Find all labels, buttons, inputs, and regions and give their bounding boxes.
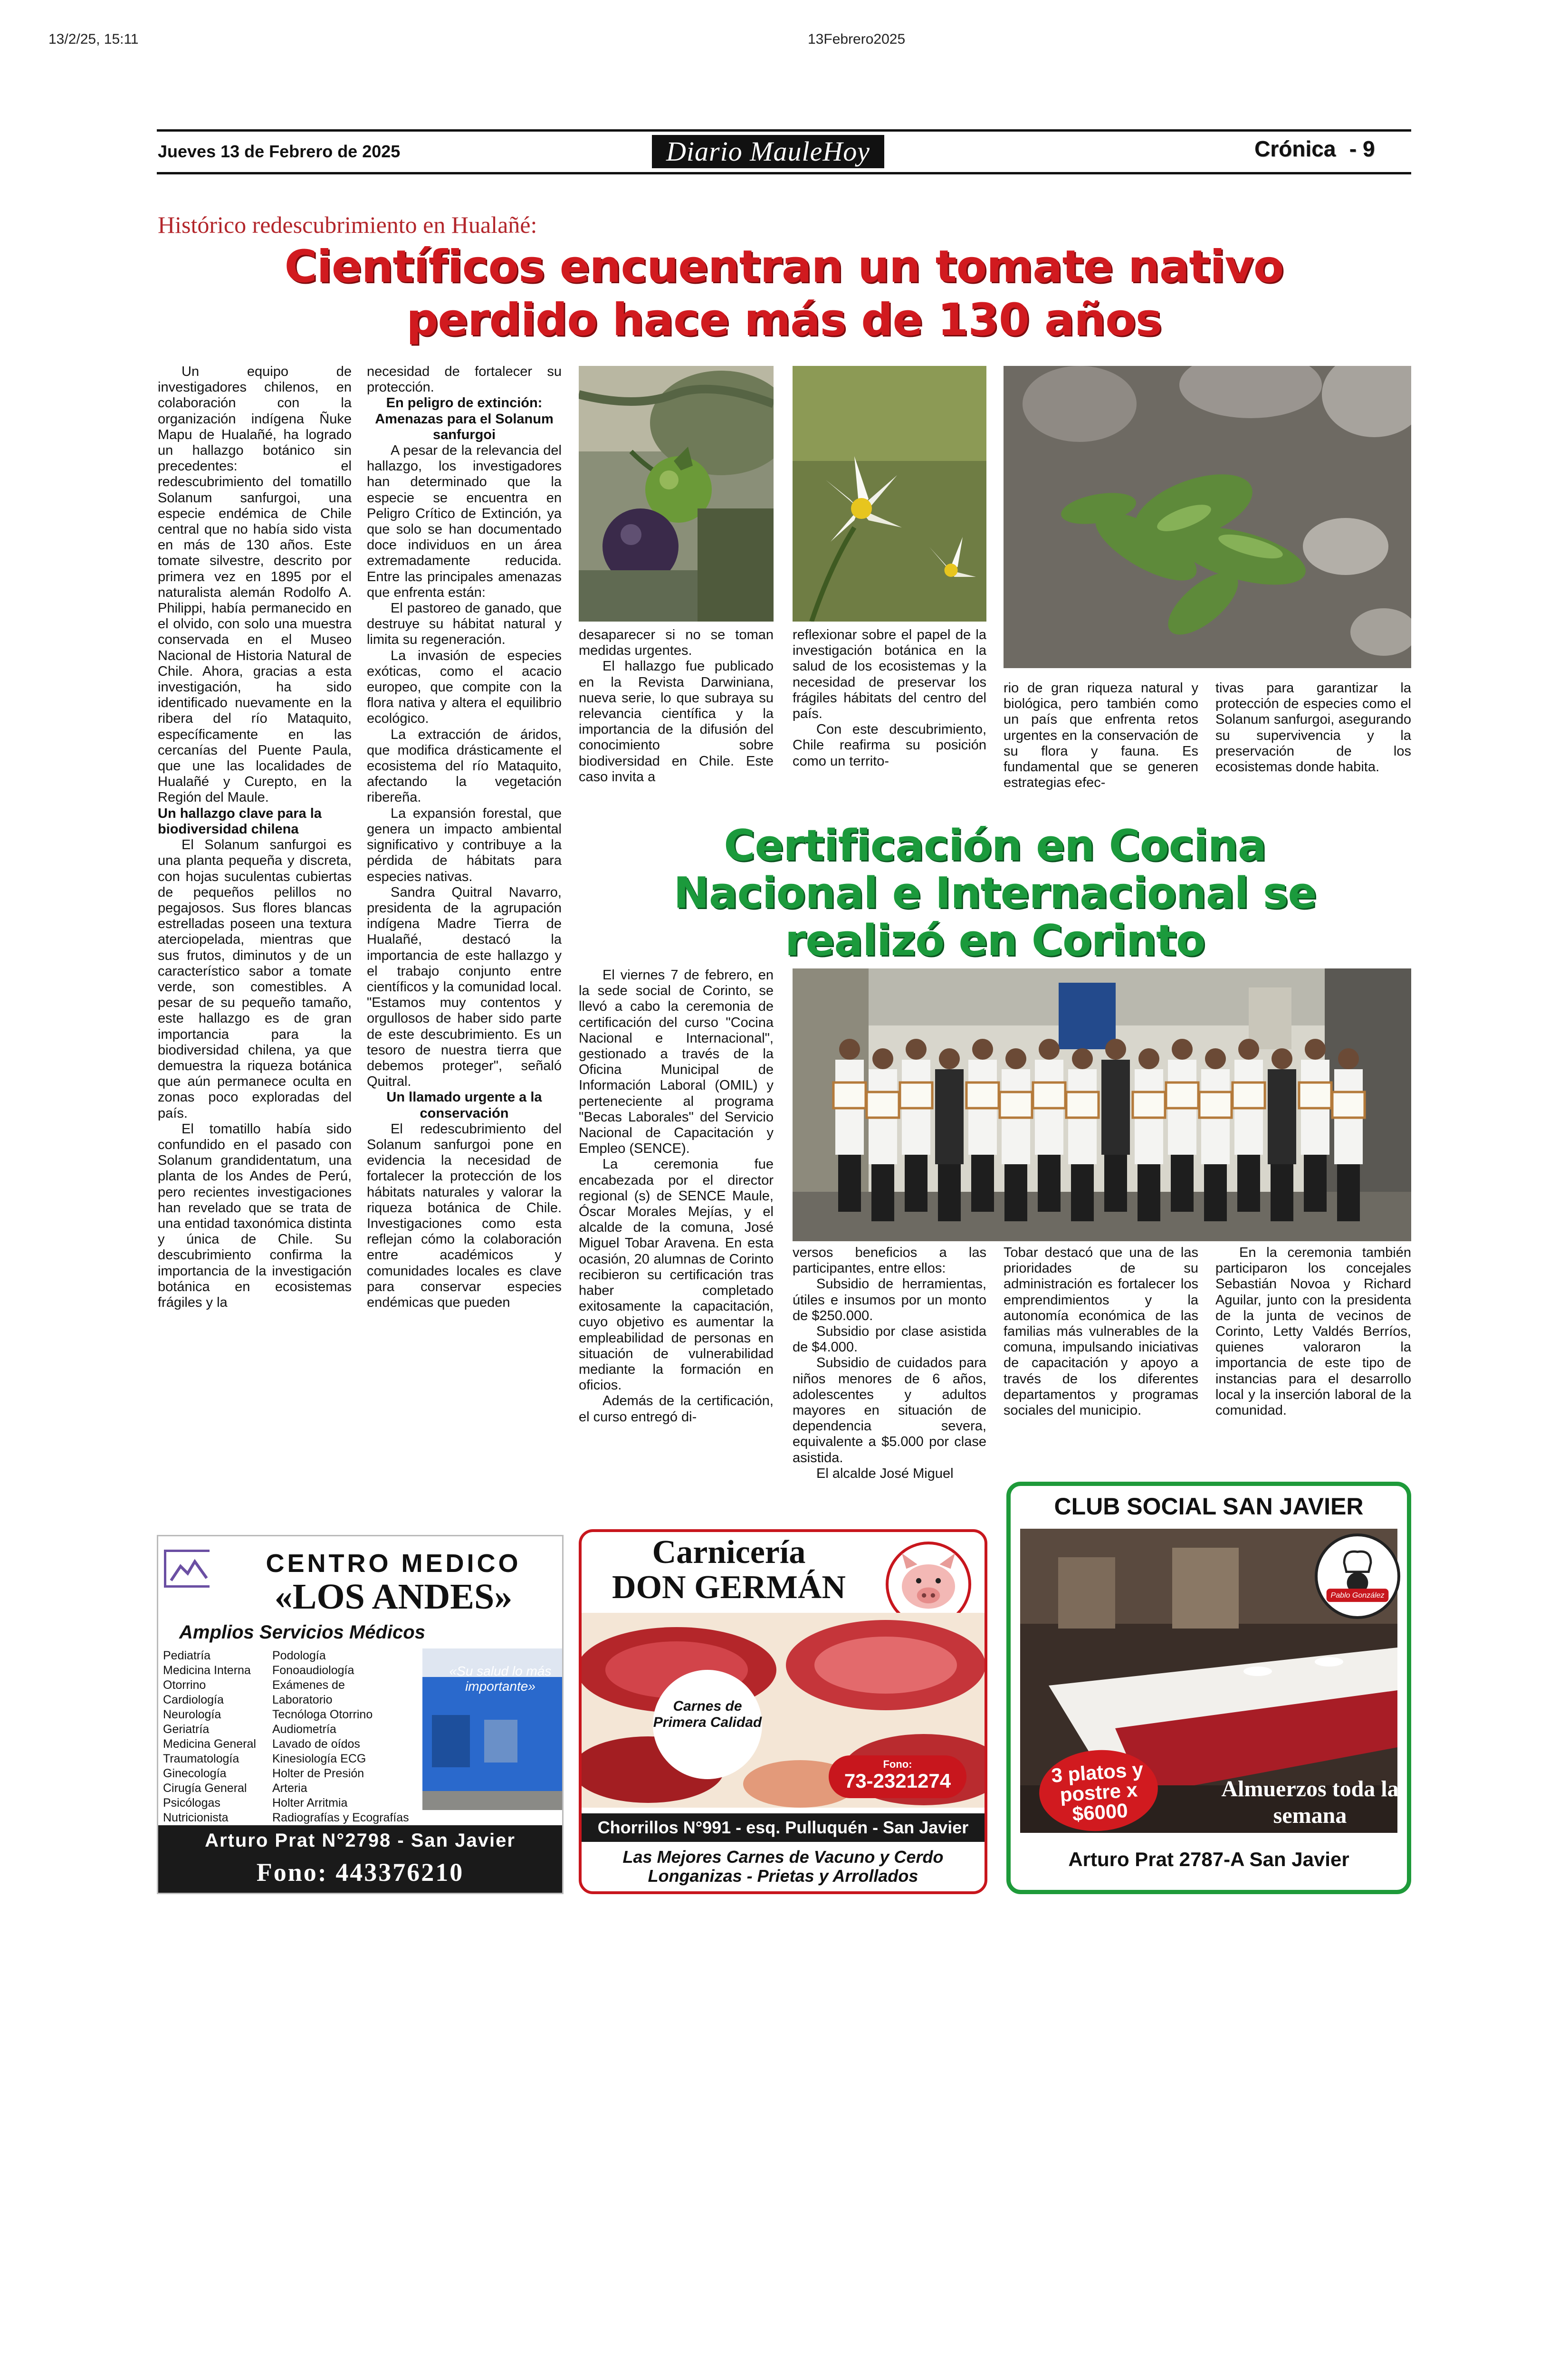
article1-headline <box>157 240 1411 347</box>
person-legs <box>1304 1155 1327 1212</box>
certificate <box>1133 1092 1165 1118</box>
article1-column-1 <box>158 364 352 1519</box>
article1-paragraph: rio de gran riqueza natural y biológica, pero también como un país que enfrenta retos urgentes en la conservación de su flora y fauna. Es fundamental que se generen estrategias efec- <box>1004 680 1198 791</box>
certificate <box>1332 1092 1365 1118</box>
service-item: Cirugía General <box>163 1782 247 1795</box>
article1-paragraph: El redescubrimiento del Solanum sanfurgoi pone en evidencia la necesidad de fortalecer la protección de los hábitats naturales y valorar la riqueza botánica de Chile. Investigaciones como esta reflejan cómo la colaboración entre académicos y comunidades locales es clave para conservar especies endémicas que pueden <box>367 1121 562 1310</box>
person-body <box>935 1069 964 1164</box>
person-head <box>1172 1039 1193 1060</box>
person-legs <box>1038 1155 1061 1212</box>
person-legs <box>1104 1155 1127 1212</box>
service-item: Audiometría <box>272 1723 336 1736</box>
centro-medico-logo-icon <box>164 1550 210 1588</box>
masthead-section: Crónica <box>1254 136 1336 161</box>
service-item: Cardiología <box>163 1693 224 1706</box>
service-item: Nutricionista <box>163 1811 229 1824</box>
carniceria-quality-badge: Carnes de Primera Calidad <box>653 1670 762 1779</box>
article2-headline-line2: Nacional e Internacional se <box>673 868 1317 918</box>
article2-column-2 <box>793 1245 986 1511</box>
certificate <box>1000 1092 1032 1118</box>
person-head <box>1039 1039 1060 1060</box>
certificate <box>1233 1083 1265 1108</box>
service-item: Ginecología <box>163 1767 227 1780</box>
centro-medico-title: CENTRO MEDICO <box>266 1549 521 1578</box>
article1-paragraph: La extracción de áridos, que modifica drásticamente el ecosistema del río Mataquito, afectando la vegetación ribereña. <box>367 727 562 805</box>
person-head <box>1205 1048 1226 1069</box>
service-item: Pediatría <box>163 1649 211 1662</box>
service-item: Traumatología <box>163 1752 239 1765</box>
service-item: Medicina General <box>163 1737 256 1751</box>
person-legs <box>905 1155 927 1212</box>
person-legs <box>1337 1164 1360 1221</box>
article1-paragraph: El pastoreo de ganado, que destruye su hábitat natural y limita su regeneración. <box>367 601 562 648</box>
article1-paragraph: El hallazgo fue publicado en la Revista Darwiniana, nueva serie, lo que subraya su relevancia científica y la importancia de la difusión del conocimiento sobre biodiversidad en Chile. Este caso invita a <box>579 659 774 785</box>
club-social-title: CLUB SOCIAL SAN JAVIER <box>1054 1493 1364 1520</box>
carniceria-slogan-1: Las Mejores Carnes de Vacuno y Cerdo <box>622 1847 944 1867</box>
person-legs <box>871 1164 894 1221</box>
carniceria-title: Carnicería <box>652 1534 806 1571</box>
service-item: Neurología <box>163 1708 221 1721</box>
person-head <box>1138 1048 1159 1069</box>
person-head <box>872 1048 893 1069</box>
article2-column-1 <box>579 968 774 1531</box>
masthead-bottom-rule <box>157 172 1411 174</box>
carniceria-ad[interactable] <box>579 1529 987 1894</box>
article2-paragraph: versos beneficios a las participantes, entre ellos: <box>793 1245 986 1276</box>
centro-medico-phone: Fono: 443376210 <box>256 1858 464 1887</box>
club-address: Arturo Prat 2787-A San Javier <box>1068 1848 1349 1870</box>
tomato-fruit-photo <box>579 366 774 622</box>
article2-paragraph: El viernes 7 de febrero, en la sede social de Corinto, se llevó a cabo la ceremonia de certificación del curso "Cocina Nacional e Internacional", gestionado a través de la Oficina Municipal de Información Laboral (OMIL) y perteneciente al programa "Becas Laborales" del Servicio Nacional de Capacitación y Empleo (SENCE). <box>579 968 774 1157</box>
service-item: Fonoaudiología <box>272 1664 354 1677</box>
article1-headline-line2: perdido hace más de 130 años <box>406 294 1162 346</box>
masthead-logo: Diario MauleHoy <box>652 135 884 168</box>
person-legs <box>1271 1164 1293 1221</box>
person-head <box>972 1039 993 1060</box>
article1-headline-line1: Científicos encuentran un tomate nativo <box>284 241 1284 293</box>
article1-paragraph: El Solanum sanfurgoi es una planta pequeña y discreta, con hojas suculentas cubiertas de pequeños pelillos no pegajosos. Sus flores blancas estrelladas poseen una textura aterciopelada, mientras que sus frutos, diminutos y de un característico sabor a tomate verde, son comestibles. A pesar de su pequeño tamaño, este hallazgo es de gran importancia para la biodiversidad chilena, ya que demuestra la riqueza botánica que aún permanece oculta en zonas poco exploradas del país. <box>158 837 352 1121</box>
carniceria-phone: 73-2321274 <box>844 1770 951 1792</box>
person-legs <box>1071 1164 1094 1221</box>
article1-column-2 <box>367 364 562 1519</box>
centro-medico-name: «LOS ANDES» <box>274 1577 513 1617</box>
service-item: Tecnóloga Otorrino <box>272 1708 373 1721</box>
chef-logo-icon <box>1315 1533 1400 1619</box>
article2-column-4 <box>1215 1245 1411 1483</box>
person-legs <box>1171 1155 1194 1212</box>
article2-paragraph: Subsidio de herramientas, útiles e insumos por un monto de $250.000. <box>793 1276 986 1323</box>
article2-paragraph: La ceremonia fue encabezada por el director regional (s) de SENCE Maule, Óscar Morales Mejías, y el alcalde de la comuna, José Miguel Tobar Aravena. En esta ocasión, 20 alumnas de Corinto recibieron su certificación tras haber completado exitosamente la capacitación, cuyo objetivo es aumentar la empleabilidad de personas en situación de vulnerabilidad mediante la formación en oficios. <box>579 1157 774 1393</box>
article1-column-5 <box>1004 680 1198 823</box>
certificate <box>1033 1083 1065 1108</box>
service-item: Kinesiología ECG <box>272 1752 366 1765</box>
service-item: Geriatría <box>163 1723 210 1736</box>
person-head <box>1005 1048 1026 1069</box>
person-head <box>1105 1039 1126 1060</box>
person-legs <box>1004 1164 1027 1221</box>
article1-column-3 <box>579 627 774 817</box>
person-head <box>939 1048 960 1069</box>
centro-medico-services-right <box>272 1648 424 1825</box>
article1-paragraph: Con este descubrimiento, Chile reafirma su posición como un territo- <box>793 722 986 769</box>
article1-paragraph: necesidad de fortalecer su protección. <box>367 364 562 395</box>
article2-paragraph: El alcalde José Miguel <box>816 1466 954 1481</box>
certificate <box>966 1083 999 1108</box>
club-offer-badge: 3 platos y postre x $6000 <box>1036 1746 1160 1835</box>
club-social-ad[interactable] <box>1006 1482 1411 1894</box>
centro-medico-subtitle: Amplios Servicios Médicos <box>179 1622 425 1643</box>
person-legs <box>1237 1155 1260 1212</box>
carniceria-name: DON GERMÁN <box>612 1569 846 1606</box>
service-item: Psicólogas <box>163 1796 220 1810</box>
service-item: Laboratorio <box>272 1693 333 1706</box>
certificate <box>833 1083 866 1108</box>
person-legs <box>938 1164 961 1221</box>
person-body <box>1268 1069 1296 1164</box>
service-item: Holter Arritmia <box>272 1796 348 1810</box>
article1-subheading: Un llamado urgente a la conservación <box>386 1090 542 1121</box>
article1-paragraph: reflexionar sobre el papel de la investigación botánica en la salud de los ecosistemas y la necesidad de preservar los frágiles hábitats del centro del país. <box>793 627 986 722</box>
person-head <box>839 1039 860 1060</box>
article2-paragraph: En la ceremonia también participaron los concejales Sebastián Novoa y Richard Aguilar, junto con la presidenta de la junta de vecinos de Corinto, Letty Valdés Berríos, quienes valoraron la importancia de este tipo de instancias para el desarrollo local y la inserción laboral de la comunidad. <box>1215 1245 1411 1418</box>
article2-paragraph: Subsidio por clase asistida de $4.000. <box>793 1324 986 1355</box>
article2-paragraph: Además de la certificación, el curso entregó di- <box>579 1393 774 1425</box>
service-item: Medicina Interna <box>163 1664 251 1677</box>
person-head <box>906 1039 927 1060</box>
centro-medico-ad[interactable] <box>157 1535 564 1894</box>
centro-medico-services-left <box>163 1648 272 1825</box>
service-item: Lavado de oídos <box>272 1737 360 1751</box>
article1-paragraph: Un equipo de investigadores chilenos, en colaboración con la organización indígena Ñuke Mapu de Hualañé, ha logrado un hallazgo botánico sin precedentes: el redescubrimiento del tomatillo Solanum sanfurgoi, una especie endémica de Chile central que no había sido vista en más de 130 años. Este tomate silvestre, descrito por primera vez en 1895 por el naturalista alemán Rodolfo A. Philippi, había permanecido en el olvido, con solo una muestra conservada en el Museo Nacional de Historia Natural de Chile. Ahora, gracias a esta investigación, ha sido identificado nuevamente en la ribera del río Mataquito, específicamente en las cercanías del Puente Paula, que une las localidades de Hualañé y Curepto, en la Región del Maule. <box>158 364 352 805</box>
article2-paragraph: Subsidio de cuidados para niños menores de 6 años, adolescentes y adultos mayores en situación de dependencia severa, equivalente a $5.000 por clase asistida. <box>793 1355 986 1466</box>
service-item: Otorrino <box>163 1678 206 1692</box>
service-item: Arteria <box>272 1782 307 1795</box>
service-item: Exámenes de <box>272 1678 345 1692</box>
person-body <box>1101 1060 1130 1155</box>
person-legs <box>838 1155 861 1212</box>
certificate <box>1166 1083 1198 1108</box>
certificate <box>867 1092 899 1118</box>
person-head <box>1305 1039 1326 1060</box>
certificate <box>1066 1092 1099 1118</box>
article1-column-6 <box>1215 680 1411 823</box>
tomato-flower-photo <box>793 366 986 622</box>
article1-subheading: En peligro de extinción: Amenazas para el Solanum sanfurgoi <box>375 395 554 442</box>
article1-paragraph: La invasión de especies exóticas, como el acacio europeo, que compite con la flora nativa y altera el equilibrio ecológico. <box>367 648 562 727</box>
centro-medico-address: Arturo Prat N°2798 - San Javier <box>205 1830 516 1851</box>
carniceria-phone-label: Fono: <box>883 1758 912 1770</box>
masthead-section-block <box>1254 136 1375 162</box>
person-legs <box>971 1155 994 1212</box>
article1-paragraph: A pesar de la relevancia del hallazgo, los investigadores han determinado que la especie se encuentra en Peligro Crítico de Extinción, ya que solo se han documentado doce individuos en un área extremadamente reducida. Entre las principales amenazas que enfrenta están: <box>367 443 562 600</box>
club-logo-text: Pablo González <box>1330 1591 1385 1600</box>
article2-headline-line1: Certificación en Cocina <box>724 821 1266 871</box>
service-item: Podología <box>272 1649 326 1662</box>
person-legs <box>1138 1164 1160 1221</box>
article1-paragraph: tivas para garantizar la protección de especies como el Solanum sanfurgoi, asegurando su supervivencia y la preservación de los ecosistemas donde habita. <box>1215 680 1411 775</box>
person-head <box>1072 1048 1093 1069</box>
article2-headline <box>579 822 1411 965</box>
carniceria-address: Chorrillos N°991 - esq. Pulluquén - San Javier <box>582 1813 985 1842</box>
certificate <box>1299 1083 1331 1108</box>
masthead-page-number: - 9 <box>1349 136 1375 161</box>
service-item: Holter de Presión <box>272 1767 364 1780</box>
person-head <box>1338 1048 1359 1069</box>
carniceria-slogan-2: Longanizas - Prietas y Arrollados <box>648 1866 918 1886</box>
article2-paragraph: Tobar destacó que una de las prioridades de su administración es fortalecer los emprendimientos y la autonomía económica de las familias más vulnerables de la comuna, impulsando iniciativas de capacitación y apoyo a través de los diferentes departamentos y programas sociales del municipio. <box>1004 1245 1198 1418</box>
print-datetime: 13/2/25, 15:11 <box>48 31 139 47</box>
print-doc-title: 13Febrero2025 <box>808 31 906 47</box>
article2-headline-line3: realizó en Corinto <box>785 916 1205 966</box>
article1-paragraph: desaparecer si no se toman medidas urgentes. <box>579 627 774 659</box>
person-head <box>1238 1039 1259 1060</box>
club-lunch-text: Almuerzos toda la semana <box>1221 1776 1399 1828</box>
centro-medico-footer <box>158 1825 562 1893</box>
person-legs <box>1204 1164 1227 1221</box>
article1-paragraph: Sandra Quitral Navarro, presidenta de la agrupación indígena Madre Tierra de Hualañé, destacó la importancia de este hallazgo y el trabajo conjunto entre científicos y la comunidad local. "Estamos muy contentos y orgullosos de haber sido parte de este descubrimiento. Es un tesoro de nuestra tierra que debemos proteger", señaló Quitral. <box>367 884 562 1090</box>
article1-paragraph: El tomatillo había sido confundido en el pasado con Solanum grandidentatum, una planta de los Andes de Perú, pero recientes investigaciones han revelado que se trata de una entidad taxonómica distinta y única de Chile. Su descubrimiento confirma la importancia de la investigación botánica en ecosistemas frágiles y la <box>158 1121 352 1310</box>
certificate <box>900 1083 932 1108</box>
masthead-top-rule <box>157 129 1411 132</box>
carniceria-phone-badge <box>829 1755 966 1798</box>
article1-paragraph: La expansión forestal, que genera un impacto ambiental significativo y contribuye a la pérdida de hábitats para especies nativas. <box>367 805 562 884</box>
ceremony-group-photo <box>793 968 1411 1241</box>
masthead-date: Jueves 13 de Febrero de 2025 <box>158 142 401 161</box>
article1-column-4 <box>793 627 986 817</box>
article1-kicker: Histórico redescubrimiento en Hualañé: <box>158 211 537 238</box>
article1-subheading: Un hallazgo clave para la biodiversidad chilena <box>158 805 322 837</box>
article2-column-3 <box>1004 1245 1198 1483</box>
service-item: Radiografías y Ecografías <box>272 1811 409 1824</box>
certificate <box>1199 1092 1232 1118</box>
centro-medico-slogan: «Su salud lo más importante» <box>449 1664 552 1694</box>
person-head <box>1272 1048 1292 1069</box>
tomato-plant-habitat-photo <box>1004 366 1411 668</box>
